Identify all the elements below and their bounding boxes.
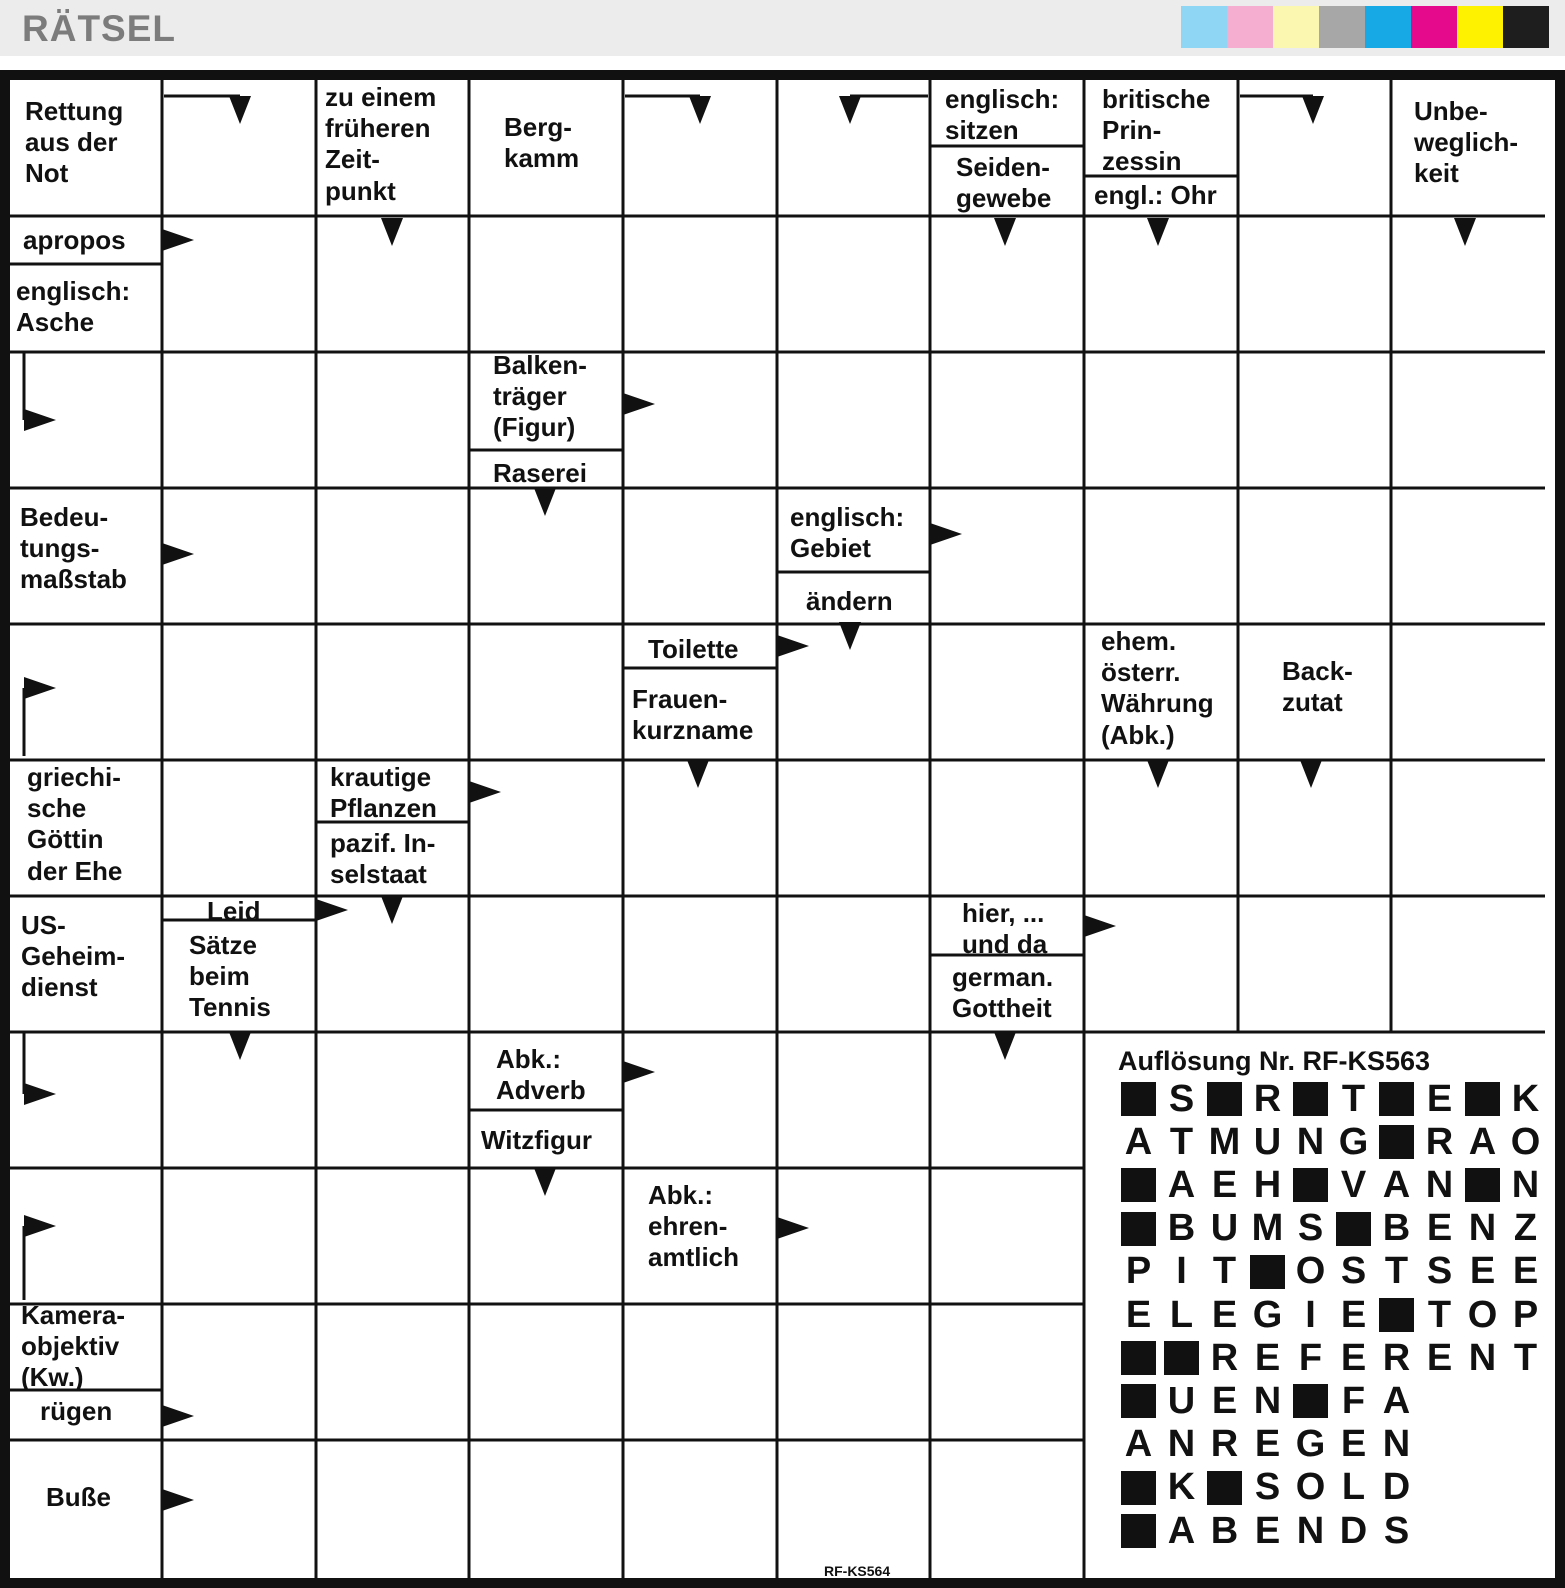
solution-letter: K xyxy=(1511,1077,1540,1120)
solution-letter: E xyxy=(1254,1336,1281,1379)
solution-letter: R xyxy=(1253,1077,1282,1120)
solution-letter: V xyxy=(1340,1163,1367,1206)
solution-letter: E xyxy=(1340,1336,1367,1379)
solution-black-cell xyxy=(1117,1380,1160,1422)
solution-letter: E xyxy=(1340,1423,1367,1466)
solution-black-cell xyxy=(1117,1337,1160,1379)
clue-waehrung: ehem. österr. Währung (Abk.) xyxy=(1101,626,1214,750)
solution-letter: O xyxy=(1295,1250,1326,1293)
color-swatch xyxy=(1411,6,1457,48)
solution-black-cell xyxy=(1289,1164,1332,1206)
solution-letter: S xyxy=(1426,1250,1453,1293)
solution-letter: T xyxy=(1513,1336,1538,1379)
color-swatch xyxy=(1227,6,1273,48)
solution-letter: A xyxy=(1124,1423,1153,1466)
solution-letter: I xyxy=(1305,1293,1316,1336)
solution-black-cell xyxy=(1117,1208,1160,1250)
solution-letter: E xyxy=(1469,1250,1496,1293)
solution-letter: B xyxy=(1210,1509,1239,1552)
solution-letter: R xyxy=(1382,1336,1411,1379)
solution-letter: R xyxy=(1210,1336,1239,1379)
solution-letter: N xyxy=(1296,1120,1325,1163)
clue-backzutat: Back- zutat xyxy=(1282,656,1353,718)
solution-black-cell xyxy=(1332,1208,1375,1250)
solution-letter: A xyxy=(1382,1163,1411,1206)
solution-letter: E xyxy=(1512,1250,1539,1293)
clue-bedeutung: Bedeu- tungs- maßstab xyxy=(20,502,127,595)
solution-letter: T xyxy=(1212,1250,1237,1293)
solution-letter: G xyxy=(1338,1120,1369,1163)
color-swatch xyxy=(1457,6,1503,48)
solution-letter: I xyxy=(1176,1250,1187,1293)
clue-leid: Leid xyxy=(207,896,261,926)
solution-black-cell xyxy=(1375,1121,1418,1163)
solution-black-cell xyxy=(1203,1467,1246,1509)
solution-letter: E xyxy=(1211,1163,1238,1206)
solution-letter: T xyxy=(1169,1120,1194,1163)
solution-black-cell xyxy=(1117,1078,1160,1120)
clue-raserei: Raserei xyxy=(493,458,587,488)
solution-row xyxy=(1117,1467,1418,1509)
solution-letter: N xyxy=(1425,1163,1454,1206)
solution-black-cell xyxy=(1461,1164,1504,1206)
clue-adverb: Abk.: Adverb xyxy=(496,1044,586,1106)
solution-black-cell xyxy=(1375,1294,1418,1336)
solution-letter: R xyxy=(1210,1423,1239,1466)
page-title: RÄTSEL xyxy=(22,8,176,49)
clue-frauen: Frauen- kurzname xyxy=(632,684,754,746)
solution-letter: L xyxy=(1169,1293,1194,1336)
solution-letter: T xyxy=(1341,1077,1366,1120)
header-bar xyxy=(0,0,1565,56)
color-swatch xyxy=(1319,6,1365,48)
solution-letter: A xyxy=(1382,1379,1411,1422)
solution-black-cell xyxy=(1117,1467,1160,1509)
solution-letter: U xyxy=(1167,1379,1196,1422)
solution-letter: N xyxy=(1511,1163,1540,1206)
clue-krautige: krautige Pflanzen xyxy=(330,762,437,824)
clue-frueher: zu einem früheren Zeit- punkt xyxy=(325,82,437,206)
solution-letter: G xyxy=(1252,1293,1283,1336)
solution-letter: S xyxy=(1383,1509,1410,1552)
solution-row xyxy=(1117,1251,1547,1293)
solution-letter: T xyxy=(1384,1250,1409,1293)
solution-letter: B xyxy=(1167,1207,1196,1250)
clue-unbeweglichkeit: Unbe- weglich- keit xyxy=(1414,96,1519,189)
solution-letter: A xyxy=(1167,1163,1196,1206)
clue-ruegen: rügen xyxy=(40,1396,113,1426)
solution-letter: R xyxy=(1425,1120,1454,1163)
color-swatch xyxy=(1181,6,1227,48)
solution-letter: E xyxy=(1254,1423,1281,1466)
solution-letter: A xyxy=(1468,1120,1497,1163)
solution-letter: E xyxy=(1211,1379,1238,1422)
solution-letter: B xyxy=(1382,1207,1411,1250)
solution-letter: S xyxy=(1254,1466,1281,1509)
solution-letter: N xyxy=(1167,1423,1196,1466)
solution-black-cell xyxy=(1160,1337,1203,1379)
solution-row xyxy=(1117,1164,1547,1206)
solution-title: Auflösung Nr. RF-KS563 xyxy=(1118,1046,1431,1076)
solution-letter: D xyxy=(1382,1466,1411,1509)
solution-letter: O xyxy=(1295,1466,1326,1509)
clue-geheimdienst: US- Geheim- dienst xyxy=(21,910,126,1003)
solution-letter: E xyxy=(1125,1293,1152,1336)
solution-letter: N xyxy=(1382,1423,1411,1466)
solution-row xyxy=(1117,1208,1547,1250)
clue-balkentraeger: Balken- träger (Figur) xyxy=(493,350,587,443)
solution-letter: U xyxy=(1210,1207,1239,1250)
clue-prinzessin: britische Prin- zessin xyxy=(1102,84,1211,177)
solution-letter: E xyxy=(1254,1509,1281,1552)
clue-saetze: Sätze beim Tennis xyxy=(189,930,271,1023)
solution-black-cell xyxy=(1461,1078,1504,1120)
solution-black-cell xyxy=(1117,1510,1160,1552)
puzzle-code: RF-KS564 xyxy=(824,1563,891,1579)
solution-row xyxy=(1117,1294,1547,1336)
solution-black-cell xyxy=(1289,1380,1332,1422)
clue-bergkamm: Berg- kamm xyxy=(504,112,580,174)
color-swatch xyxy=(1273,6,1319,48)
solution-letter: H xyxy=(1253,1163,1282,1206)
clue-rettung: Rettung aus der Not xyxy=(25,96,124,189)
solution-row xyxy=(1117,1510,1418,1552)
solution-letter: M xyxy=(1208,1120,1241,1163)
solution-letter: E xyxy=(1426,1207,1453,1250)
clue-sitzen: englisch: sitzen xyxy=(945,84,1060,146)
clue-ohr: engl.: Ohr xyxy=(1094,180,1217,210)
solution-letter: E xyxy=(1211,1293,1238,1336)
solution-letter: Z xyxy=(1513,1207,1538,1250)
solution-letter: N xyxy=(1296,1509,1325,1552)
solution-letter: M xyxy=(1251,1207,1284,1250)
clue-apropos: apropos xyxy=(23,225,126,255)
solution-letter: N xyxy=(1468,1336,1497,1379)
solution-letter: N xyxy=(1253,1379,1282,1422)
color-swatch xyxy=(1365,6,1411,48)
clue-witzfigur: Witzfigur xyxy=(481,1125,592,1155)
color-swatch xyxy=(1503,6,1549,48)
clue-gebiet: englisch: Gebiet xyxy=(790,502,905,564)
clue-kamera: Kamera- objektiv (Kw.) xyxy=(21,1300,126,1393)
solution-letter: E xyxy=(1426,1077,1453,1120)
solution-black-cell xyxy=(1246,1251,1289,1293)
solution-letter: F xyxy=(1341,1379,1366,1422)
solution-letter: S xyxy=(1297,1207,1324,1250)
solution-letter: T xyxy=(1427,1293,1452,1336)
solution-black-cell xyxy=(1375,1078,1418,1120)
color-calibration-bar xyxy=(1181,6,1549,48)
solution-letter: K xyxy=(1167,1466,1196,1509)
clue-busse: Buße xyxy=(46,1482,111,1512)
solution-letter: S xyxy=(1340,1250,1367,1293)
solution-row xyxy=(1117,1380,1418,1422)
solution-letter: O xyxy=(1467,1293,1498,1336)
clue-seidengewebe: Seiden- gewebe xyxy=(956,152,1052,214)
solution-letter: G xyxy=(1295,1423,1326,1466)
clue-hierda: hier, ... und da xyxy=(962,898,1048,960)
solution-letter: S xyxy=(1168,1077,1195,1120)
solution-letter: F xyxy=(1298,1336,1323,1379)
clue-goettin: griechi- sche Göttin der Ehe xyxy=(27,762,123,886)
solution-row xyxy=(1117,1121,1547,1163)
solution-letter: D xyxy=(1339,1509,1368,1552)
solution-letter: A xyxy=(1167,1509,1196,1552)
solution-letter: E xyxy=(1426,1336,1453,1379)
clue-ehrenamtlich: Abk.: ehren- amtlich xyxy=(648,1180,740,1273)
solution-row xyxy=(1117,1424,1418,1466)
solution-black-cell xyxy=(1203,1078,1246,1120)
solution-letter: P xyxy=(1512,1293,1539,1336)
solution-letter: U xyxy=(1253,1120,1282,1163)
solution-row xyxy=(1117,1078,1547,1120)
clue-asche: englisch: Asche xyxy=(16,276,131,338)
solution-row xyxy=(1117,1337,1547,1379)
solution-letter: N xyxy=(1468,1207,1497,1250)
solution-letter: A xyxy=(1124,1120,1153,1163)
solution-letter: P xyxy=(1125,1250,1152,1293)
clue-inselstaat: pazif. In- selstaat xyxy=(330,828,436,890)
clue-toilette: Toilette xyxy=(648,634,739,664)
clue-aendern: ändern xyxy=(806,586,893,616)
solution-letter: O xyxy=(1510,1120,1541,1163)
solution-letter: L xyxy=(1341,1466,1366,1509)
solution-black-cell xyxy=(1117,1164,1160,1206)
solution-black-cell xyxy=(1289,1078,1332,1120)
solution-letter: E xyxy=(1340,1293,1367,1336)
clue-gottheit: german. Gottheit xyxy=(952,962,1054,1024)
